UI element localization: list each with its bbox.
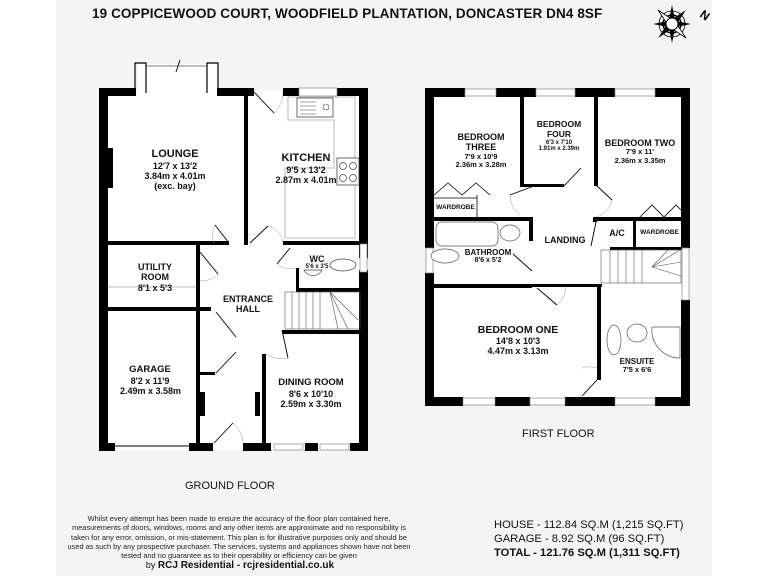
north-letter: N <box>697 7 713 24</box>
garage-area: GARAGE - 8.92 SQ.M (96 SQ.FT) <box>494 533 665 546</box>
room-label-wardrobe-bedroom-three: WARDROBE <box>436 204 475 211</box>
house-area: HOUSE - 112.84 SQ.M (1,215 SQ.FT) <box>494 519 684 531</box>
room-label-landing: LANDING <box>544 235 586 245</box>
room-label-entrance-hall: ENTRANCE HALL <box>222 294 273 315</box>
disclaimer-text: Whilst every attempt has been made to ensure the accuracy of the floor plan contained here, measurements of doors, windows, rooms and any other items are approximate and no responsibility is taken for any error, omission, or mis-statement. This plan is for illustrative purposes only and should be used as such by any prospective purchaser. The services, systems and appliances shown have not been tested and no guarantee as to their operability or efficiency can be given <box>67 514 411 560</box>
room-label-bedroom-three: BEDROOM THREE 7'9 x 10'9 2.36m x 3.28m <box>455 132 507 170</box>
room-label-garage: GARAGE 8'2 x 11'9 2.49m x 3.58m <box>120 364 182 397</box>
by-prefix: by <box>145 560 156 570</box>
ground-floor-label: GROUND FLOOR <box>185 480 275 492</box>
room-label-bedroom-one: BEDROOM ONE 14'8 x 10'3 4.47m x 3.13m <box>477 324 559 357</box>
room-label-wardrobe-bedroom-two: WARDROBE <box>640 229 679 236</box>
first-floor-label: FIRST FLOOR <box>522 428 595 440</box>
room-label-dining-room: DINING ROOM 8'6 x 10'10 2.59m x 3.30m <box>278 377 344 410</box>
room-label-bedroom-four: BEDROOM FOUR 6'3 x 7'10 1.91m x 2.39m <box>536 119 582 153</box>
room-label-kitchen: KITCHEN 9'5 x 13'2 2.87m x 4.01m <box>275 152 337 185</box>
total-area: TOTAL - 121.76 SQ.M (1,311 SQ.FT) <box>494 547 680 560</box>
agent-name-website: RCJ Residential - rcjresidential.co.uk <box>157 560 335 571</box>
room-label-bedroom-two: BEDROOM TWO 7'9 x 11' 2.36m x 3.35m <box>604 138 676 165</box>
room-label-utility-room: UTILITY ROOM 8'1 x 5'3 <box>137 262 173 293</box>
room-label-bathroom: BATHROOM 8'6 x 5'2 <box>464 248 512 265</box>
property-address-title: 19 COPPICEWOOD COURT, WOODFIELD PLANTATION, DONCASTER DN4 8SF <box>92 6 603 21</box>
area-summary <box>494 518 683 561</box>
agent-credit <box>130 560 350 571</box>
room-label-airing-cupboard: A/C <box>609 228 625 238</box>
room-label-lounge: LOUNGE 12'7 x 13'2 3.84m x 4.01m (exc. bay) <box>144 148 206 192</box>
room-label-ensuite: ENSUITE 7'5 x 6'6 <box>619 357 655 375</box>
room-label-wc: WC 5'6 x 3'5 <box>305 254 329 271</box>
